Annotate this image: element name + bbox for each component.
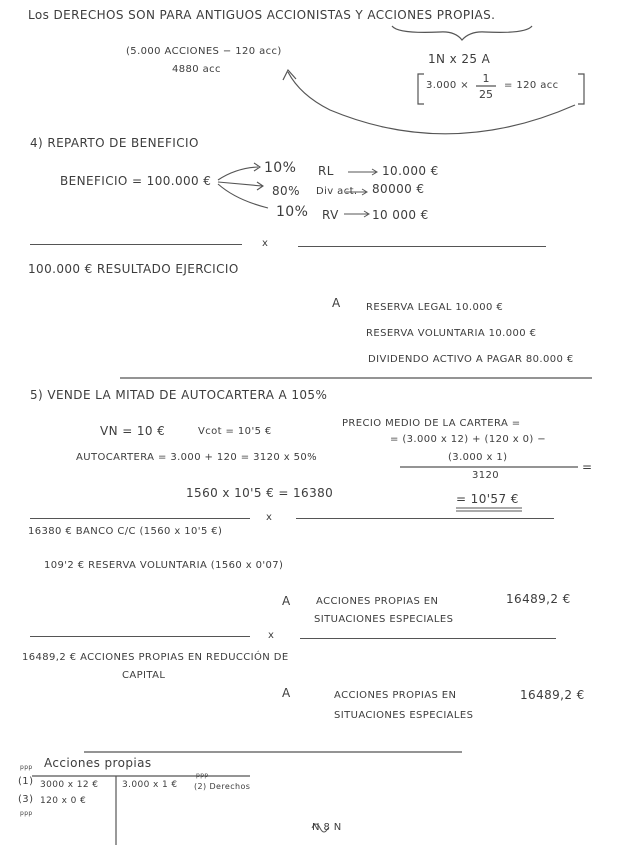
separator-x-2: x [266, 512, 273, 523]
bracket-right: = 120 acc [504, 80, 559, 91]
entry-debit-result: 100.000 € RESULTADO EJERCICIO [28, 262, 239, 276]
curved-arrow-head [283, 70, 296, 80]
separator-left-3 [30, 636, 250, 637]
row-3-amount: 10 000 € [372, 208, 429, 222]
credit-voluntary-reserve: RESERVA VOLUNTARIA 10.000 € [366, 328, 537, 339]
benefit-total: BENEFICIO = 100.000 € [60, 174, 212, 188]
entry-2-credit-line-2: SITUACIONES ESPECIALES [334, 710, 474, 721]
row-1-pct: 10% [264, 160, 297, 176]
separator-right-2 [296, 518, 554, 519]
separator-left-2 [30, 518, 250, 519]
separator-x-3: x [268, 630, 275, 641]
treasury-shares-calc: AUTOCARTERA = 3.000 + 120 = 3120 x 50% [76, 452, 318, 463]
calc-result: 4880 acc [172, 64, 221, 75]
entry-1-credit-line-1: ACCIONES PROPIAS EN [316, 596, 439, 607]
entry-2-credit-amount: 16489,2 € [520, 688, 585, 702]
fraction-den: 25 [479, 88, 493, 101]
t-account-title: Acciones propias [44, 756, 152, 770]
row-3-label: RV [322, 208, 339, 222]
right-square-bracket [578, 74, 584, 104]
t-account-right-row-1: 3.000 x 1 € [122, 780, 178, 790]
t-account-left-row-1: 3000 x 12 € [40, 780, 99, 790]
entry-1-credit-amount: 16489,2 € [506, 592, 571, 606]
page-mark: N 8 N [312, 822, 342, 833]
average-price-formula: = (3.000 x 12) + (120 x 0) − [390, 434, 547, 445]
average-price-label: PRECIO MEDIO DE LA CARTERA = [342, 418, 521, 429]
t-account-tag-ppp-1: ppp [20, 764, 33, 771]
t-account-left-num-2: (3) [18, 794, 34, 805]
fan-arrow-mid [218, 182, 262, 186]
average-price-equals: = [582, 460, 593, 474]
t-account-tag-ppp-2: ppp [20, 810, 33, 817]
fraction-num: 1 [482, 72, 490, 85]
row-arrow-3 [344, 211, 369, 217]
average-price-result: = 10'57 € [456, 492, 519, 506]
rights-note: Los DERECHOS SON PARA ANTIGUOS ACCIONISTAS Y ACCIONES PROPIAS. [28, 8, 496, 22]
separator-left-1 [30, 244, 242, 245]
entry-1-credit-prefix: A [282, 594, 291, 608]
t-account-left-row-2: 120 x 0 € [40, 796, 87, 806]
separator-right-1 [298, 246, 546, 247]
left-square-bracket [418, 74, 424, 104]
t-account-right-note: (2) Derechos [194, 782, 251, 791]
fan-arrow-top [218, 167, 258, 180]
calc-shares: (5.000 ACCIONES − 120 acc) [126, 46, 282, 57]
separator-x-1: x [262, 238, 269, 249]
sale-product: 1560 x 10'5 € = 16380 [186, 486, 334, 500]
nominal-value: VN = 10 € [100, 424, 166, 438]
entry-reserve-debit: 109'2 € RESERVA VOLUNTARIA (1560 x 0'07) [44, 560, 284, 571]
credit-dividend: DIVIDENDO ACTIVO A PAGAR 80.000 € [368, 354, 574, 365]
fan-arrow-bot [218, 184, 268, 208]
row-arrow-1 [348, 169, 377, 175]
row-2-label: Div act. [316, 186, 358, 197]
ratio: 1N x 25 A [428, 52, 491, 66]
average-price-denominator: 3120 [472, 470, 500, 481]
entry-2-credit-prefix: A [282, 686, 291, 700]
row-2-pct: 80% [272, 184, 300, 198]
separator-right-3 [300, 638, 556, 639]
row-2-amount: 80000 € [372, 182, 425, 196]
average-price-subtract: (3.000 x 1) [448, 452, 508, 463]
section-4-heading: 4) REPARTO DE BENEFICIO [30, 136, 199, 150]
row-1-amount: 10.000 € [382, 164, 439, 178]
quoted-value: Vcot = 10'5 € [198, 426, 272, 437]
row-3-pct: 10% [276, 204, 309, 220]
row-1-label: RL [318, 164, 334, 178]
brace-mark [392, 26, 532, 40]
entry-1-credit-line-2: SITUACIONES ESPECIALES [314, 614, 454, 625]
entry-bank-debit: 16380 € BANCO C/C (1560 x 10'5 €) [28, 526, 223, 537]
credit-prefix: A [332, 296, 341, 310]
credit-legal-reserve: RESERVA LEGAL 10.000 € [366, 302, 504, 313]
section-5-heading: 5) VENDE LA MITAD DE AUTOCARTERA A 105% [30, 388, 328, 402]
entry-2-credit-line-1: ACCIONES PROPIAS EN [334, 690, 457, 701]
entry-2-debit-line-2: CAPITAL [122, 670, 166, 681]
bracket-left: 3.000 × [426, 80, 469, 91]
t-account-tag-ppp-3: ppp [196, 772, 209, 779]
entry-2-debit-line-1: 16489,2 € ACCIONES PROPIAS EN REDUCCIÓN DE [22, 652, 289, 663]
t-account-left-num-1: (1) [18, 776, 34, 787]
